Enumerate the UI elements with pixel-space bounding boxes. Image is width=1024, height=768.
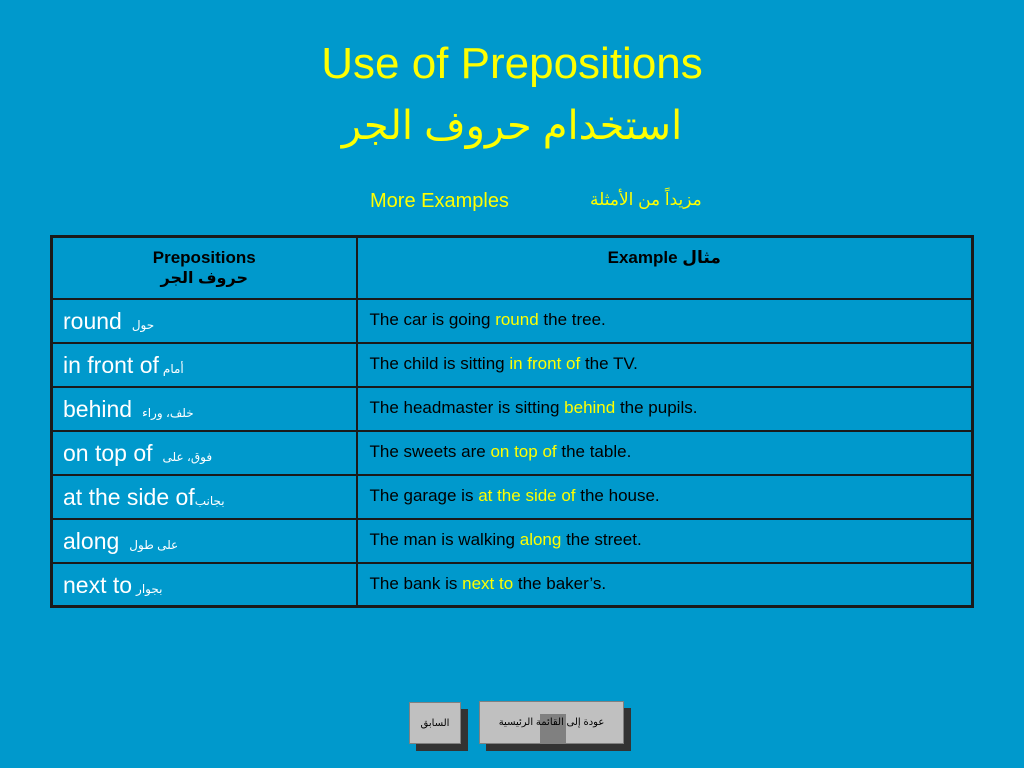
- slide-title: Use of Prepositions: [321, 39, 703, 88]
- table-row: [52, 387, 973, 431]
- previous-button-label: السابق: [420, 717, 450, 729]
- home-button[interactable]: [479, 701, 624, 744]
- example-highlight: behind: [564, 397, 616, 417]
- table-row: [52, 343, 973, 387]
- preposition-word: in front of: [63, 351, 159, 378]
- header-example: [357, 237, 973, 299]
- preposition-word: next to: [63, 571, 133, 598]
- example-highlight: along: [519, 529, 562, 549]
- example-cell: [357, 475, 973, 519]
- preposition-arabic: بجانب: [194, 493, 225, 508]
- example-text: The sweets are: [369, 441, 491, 461]
- example-cell: [357, 387, 973, 431]
- table-row: [52, 563, 973, 607]
- example-text: The garage is: [369, 485, 479, 505]
- preposition-arabic: على طول: [129, 537, 179, 552]
- example-cell: [357, 563, 973, 607]
- preposition-word: along: [63, 527, 120, 554]
- example-cell: [357, 343, 973, 387]
- preposition-arabic: حول: [131, 317, 155, 332]
- preposition-word: on top of: [63, 439, 153, 466]
- example-cell: [357, 431, 973, 475]
- example-text: The man is walking: [369, 529, 520, 549]
- subtitle-english: More Examples: [370, 190, 509, 212]
- table-row: [52, 431, 973, 475]
- preposition-cell: [52, 475, 357, 519]
- example-text: The car is going: [369, 309, 496, 329]
- header-example-arabic: مثال: [682, 248, 721, 267]
- slide-title-arabic: استخدام حروف الجر: [341, 104, 683, 148]
- header-prepositions-arabic: حروف الجر: [160, 270, 248, 287]
- table-row: [52, 299, 973, 343]
- preposition-cell: [52, 431, 357, 475]
- example-text: The headmaster is sitting: [369, 397, 565, 417]
- example-highlight: next to: [462, 573, 514, 593]
- preposition-cell: [52, 563, 357, 607]
- table-header-row: [52, 237, 973, 299]
- example-highlight: at the side of: [478, 485, 576, 505]
- example-text-end: the TV.: [580, 353, 638, 373]
- example-text-end: the tree.: [538, 309, 606, 329]
- example-text-end: the baker’s.: [513, 573, 607, 593]
- preposition-word: round: [63, 307, 122, 334]
- header-prepositions: [52, 237, 357, 299]
- example-text-end: the table.: [556, 441, 632, 461]
- table-row: [52, 475, 973, 519]
- example-text-end: the house.: [575, 485, 660, 505]
- preposition-arabic: بجوار: [136, 581, 163, 596]
- preposition-arabic: أمام: [162, 361, 184, 376]
- example-highlight: on top of: [490, 441, 557, 461]
- home-button-label: عودة إلى القائمة الرئيسية: [498, 717, 605, 728]
- preposition-word: at the side of: [63, 483, 195, 510]
- example-cell: [357, 299, 973, 343]
- preposition-cell: [52, 387, 357, 431]
- example-highlight: round: [495, 309, 539, 329]
- example-text: The child is sitting: [369, 353, 510, 373]
- preposition-word: behind: [63, 395, 133, 422]
- preposition-cell: [52, 519, 357, 563]
- table-row: [52, 519, 973, 563]
- header-example-label: Example: [607, 248, 678, 267]
- subtitle-arabic: مزيداً من الأمثلة: [590, 190, 702, 209]
- preposition-cell: [52, 343, 357, 387]
- preposition-cell: [52, 299, 357, 343]
- example-text-end: the pupils.: [615, 397, 698, 417]
- example-text: The bank is: [369, 573, 463, 593]
- example-cell: [357, 519, 973, 563]
- previous-button[interactable]: [409, 702, 461, 744]
- preposition-arabic: فوق، على: [162, 449, 213, 464]
- prepositions-table: [50, 235, 974, 608]
- preposition-arabic: خلف، وراء: [142, 405, 194, 420]
- example-text-end: the street.: [561, 529, 642, 549]
- example-highlight: in front of: [509, 353, 581, 373]
- header-prepositions-label: Prepositions: [152, 248, 256, 267]
